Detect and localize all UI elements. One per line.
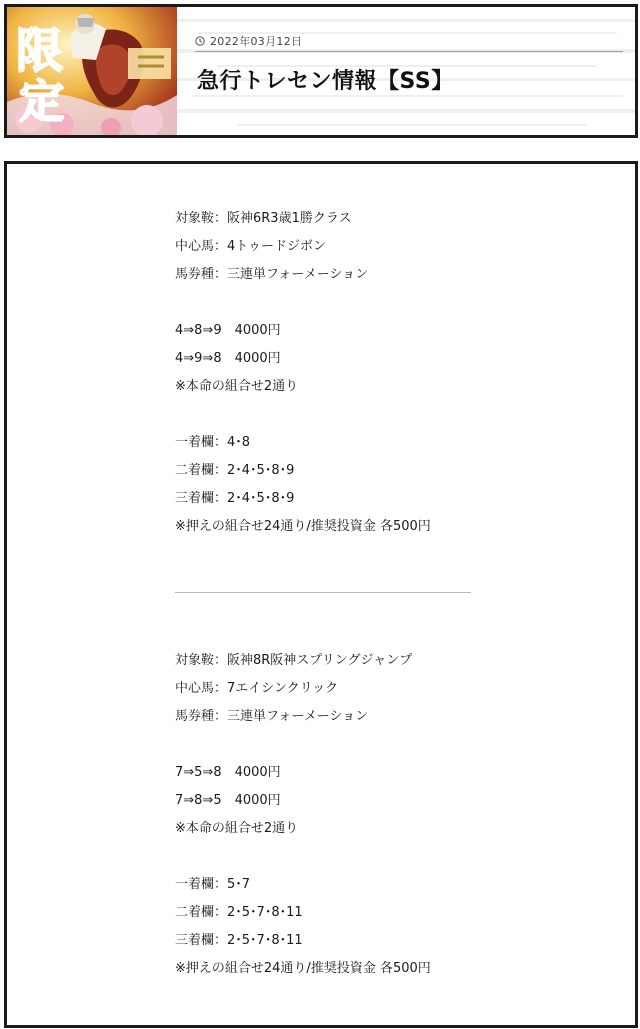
post-header <box>4 4 638 138</box>
first-place: 一着欄：5･7 <box>175 877 251 892</box>
race-target: 対象鞍：阪神8R阪神スプリングジャンプ <box>175 653 413 668</box>
main-bet: 7⇒8⇒5 4000円 <box>175 793 281 808</box>
post-thumbnail[interactable] <box>7 7 177 135</box>
limited-kanji-2: 定 <box>19 75 65 128</box>
race-target: 対象鞍：阪神6R3歳1勝クラス <box>175 211 352 226</box>
post-date <box>195 33 302 49</box>
post-title[interactable]: 急行トレセン情報【SS】 <box>197 69 454 94</box>
limited-kanji-1: 限 <box>16 24 63 79</box>
date-text: 2022年03月12日 <box>210 35 303 48</box>
race-block-1 <box>175 205 595 541</box>
main-bet: 4⇒9⇒8 4000円 <box>175 351 281 366</box>
clock-icon <box>195 36 205 46</box>
third-place: 三着欄：2･4･5･8･9 <box>175 491 295 506</box>
header-divider <box>195 51 623 52</box>
second-place: 二着欄：2･5･7･8･11 <box>175 905 303 920</box>
main-bet: 4⇒8⇒9 4000円 <box>175 323 281 338</box>
bet-type: 馬券種：三連単フォーメーション <box>175 709 369 724</box>
third-place: 三着欄：2･5･7･8･11 <box>175 933 303 948</box>
center-horse: 中心馬：4トゥードジボン <box>175 239 326 254</box>
post-content <box>175 205 595 983</box>
second-place: 二着欄：2･4･5･8･9 <box>175 463 295 478</box>
main-note: ※本命の組合せ2通り <box>175 379 299 394</box>
main-note: ※本命の組合せ2通り <box>175 821 299 836</box>
post-body <box>4 161 638 1028</box>
limited-banner-image <box>7 7 177 135</box>
bet-type: 馬券種：三連単フォーメーション <box>175 267 369 282</box>
center-horse: 中心馬：7エイシンクリック <box>175 681 339 696</box>
sub-note: ※押えの組合せ24通り/推奨投資金 各500円 <box>175 519 431 534</box>
first-place: 一着欄：4･8 <box>175 435 251 450</box>
section-divider <box>175 592 471 593</box>
race-block-2 <box>175 647 595 983</box>
main-bet: 7⇒5⇒8 4000円 <box>175 765 281 780</box>
sub-note: ※押えの組合せ24通り/推奨投資金 各500円 <box>175 961 431 976</box>
